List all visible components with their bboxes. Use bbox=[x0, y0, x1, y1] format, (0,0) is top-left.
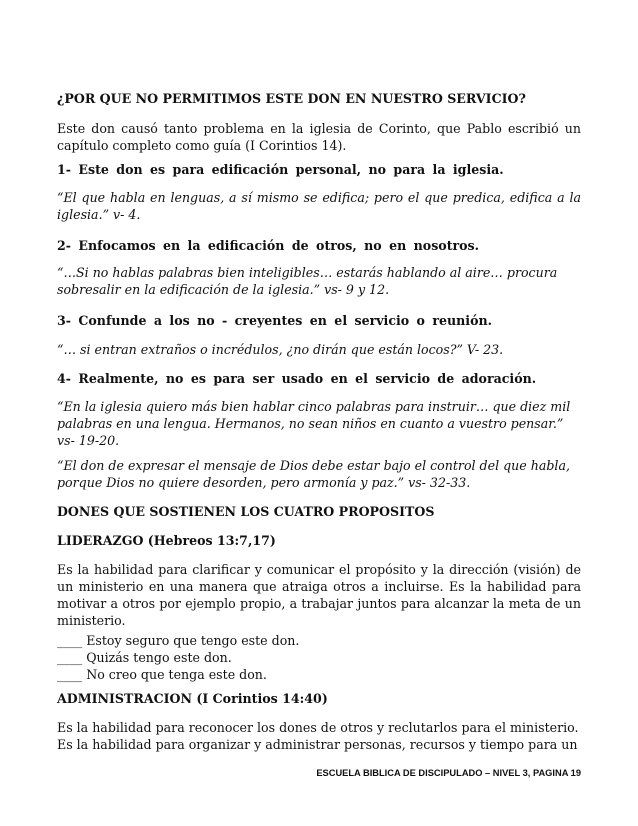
point-3-heading: 3- Confunde a los no - creyentes en el servicio o reunión. bbox=[57, 313, 493, 328]
quote-3: “… si entran extraños o incrédulos, ¿no dirán que están locos?” V- 23. bbox=[57, 342, 504, 357]
self-assessment-list bbox=[57, 632, 581, 683]
dones-heading: DONES QUE SOSTIENEN LOS CUATRO PROPOSITOS bbox=[57, 504, 435, 519]
assessment-option-maybe: ____ Quizás tengo este don. bbox=[57, 650, 232, 665]
section-title: ¿POR QUE NO PERMITIMOS ESTE DON EN NUESTRO SERVICIO? bbox=[57, 91, 526, 106]
quote-1: “El que habla en lenguas, a sí mismo se edifica; pero el que predica, edifica a la iglesia.” v- 4. bbox=[57, 190, 581, 222]
admin-line-1: Es la habilidad para reconocer los dones de otros y reclutarlos para el ministerio. bbox=[57, 720, 579, 735]
page-footer: ESCUELA BIBLICA DE DISCIPULADO – NIVEL 3, PAGINA 19 bbox=[316, 768, 581, 778]
point-4-heading: 4- Realmente, no es para ser usado en el servicio de adoración. bbox=[57, 371, 537, 386]
administracion-heading: ADMINISTRACION (I Corintios 14:40) bbox=[57, 691, 328, 706]
point-1-heading: 1- Este don es para edificación personal, no para la iglesia. bbox=[57, 162, 504, 177]
quote-4: “En la iglesia quiero más bien hablar cinco palabras para instruir… que diez mil palabras en una lengua. Hermanos, no sean niños en cuanto a vuestro pensar.” vs- 19-20. bbox=[57, 399, 571, 448]
assessment-option-sure: ____ Estoy seguro que tengo este don. bbox=[57, 633, 300, 648]
admin-line-2: Es la habilidad para organizar y administrar personas, recursos y tiempo para un bbox=[57, 737, 578, 752]
intro-paragraph: Este don causó tanto problema en la iglesia de Corinto, que Pablo escribió un capítulo completo como guía (I Corintios 14). bbox=[57, 121, 581, 153]
quote-5: “El don de expresar el mensaje de Dios debe estar bajo el control del que habla, porque Dios no quiere desorden, pero armonía y paz.” vs- 32-33. bbox=[57, 458, 570, 490]
administracion-paragraph bbox=[57, 719, 581, 753]
liderazgo-heading: LIDERAZGO (Hebreos 13:7,17) bbox=[57, 533, 276, 548]
liderazgo-paragraph: Es la habilidad para clarificar y comunicar el propósito y la dirección (visión) de un ministerio en una manera que atraiga otros a incluirse. Es la habilidad para motivar a otros por ejemplo propio, a trabajar juntos para alcanzar la meta de un ministerio. bbox=[57, 562, 581, 628]
assessment-option-no: ____ No creo que tenga este don. bbox=[57, 667, 267, 682]
quote-2: “…Si no hablas palabras bien inteligibles… estarás hablando al aire… procura sobresalir en la edificación de la iglesia.” vs- 9 y 12. bbox=[57, 265, 558, 297]
point-2-heading: 2- Enfocamos en la edificación de otros, no en nosotros. bbox=[57, 238, 480, 253]
